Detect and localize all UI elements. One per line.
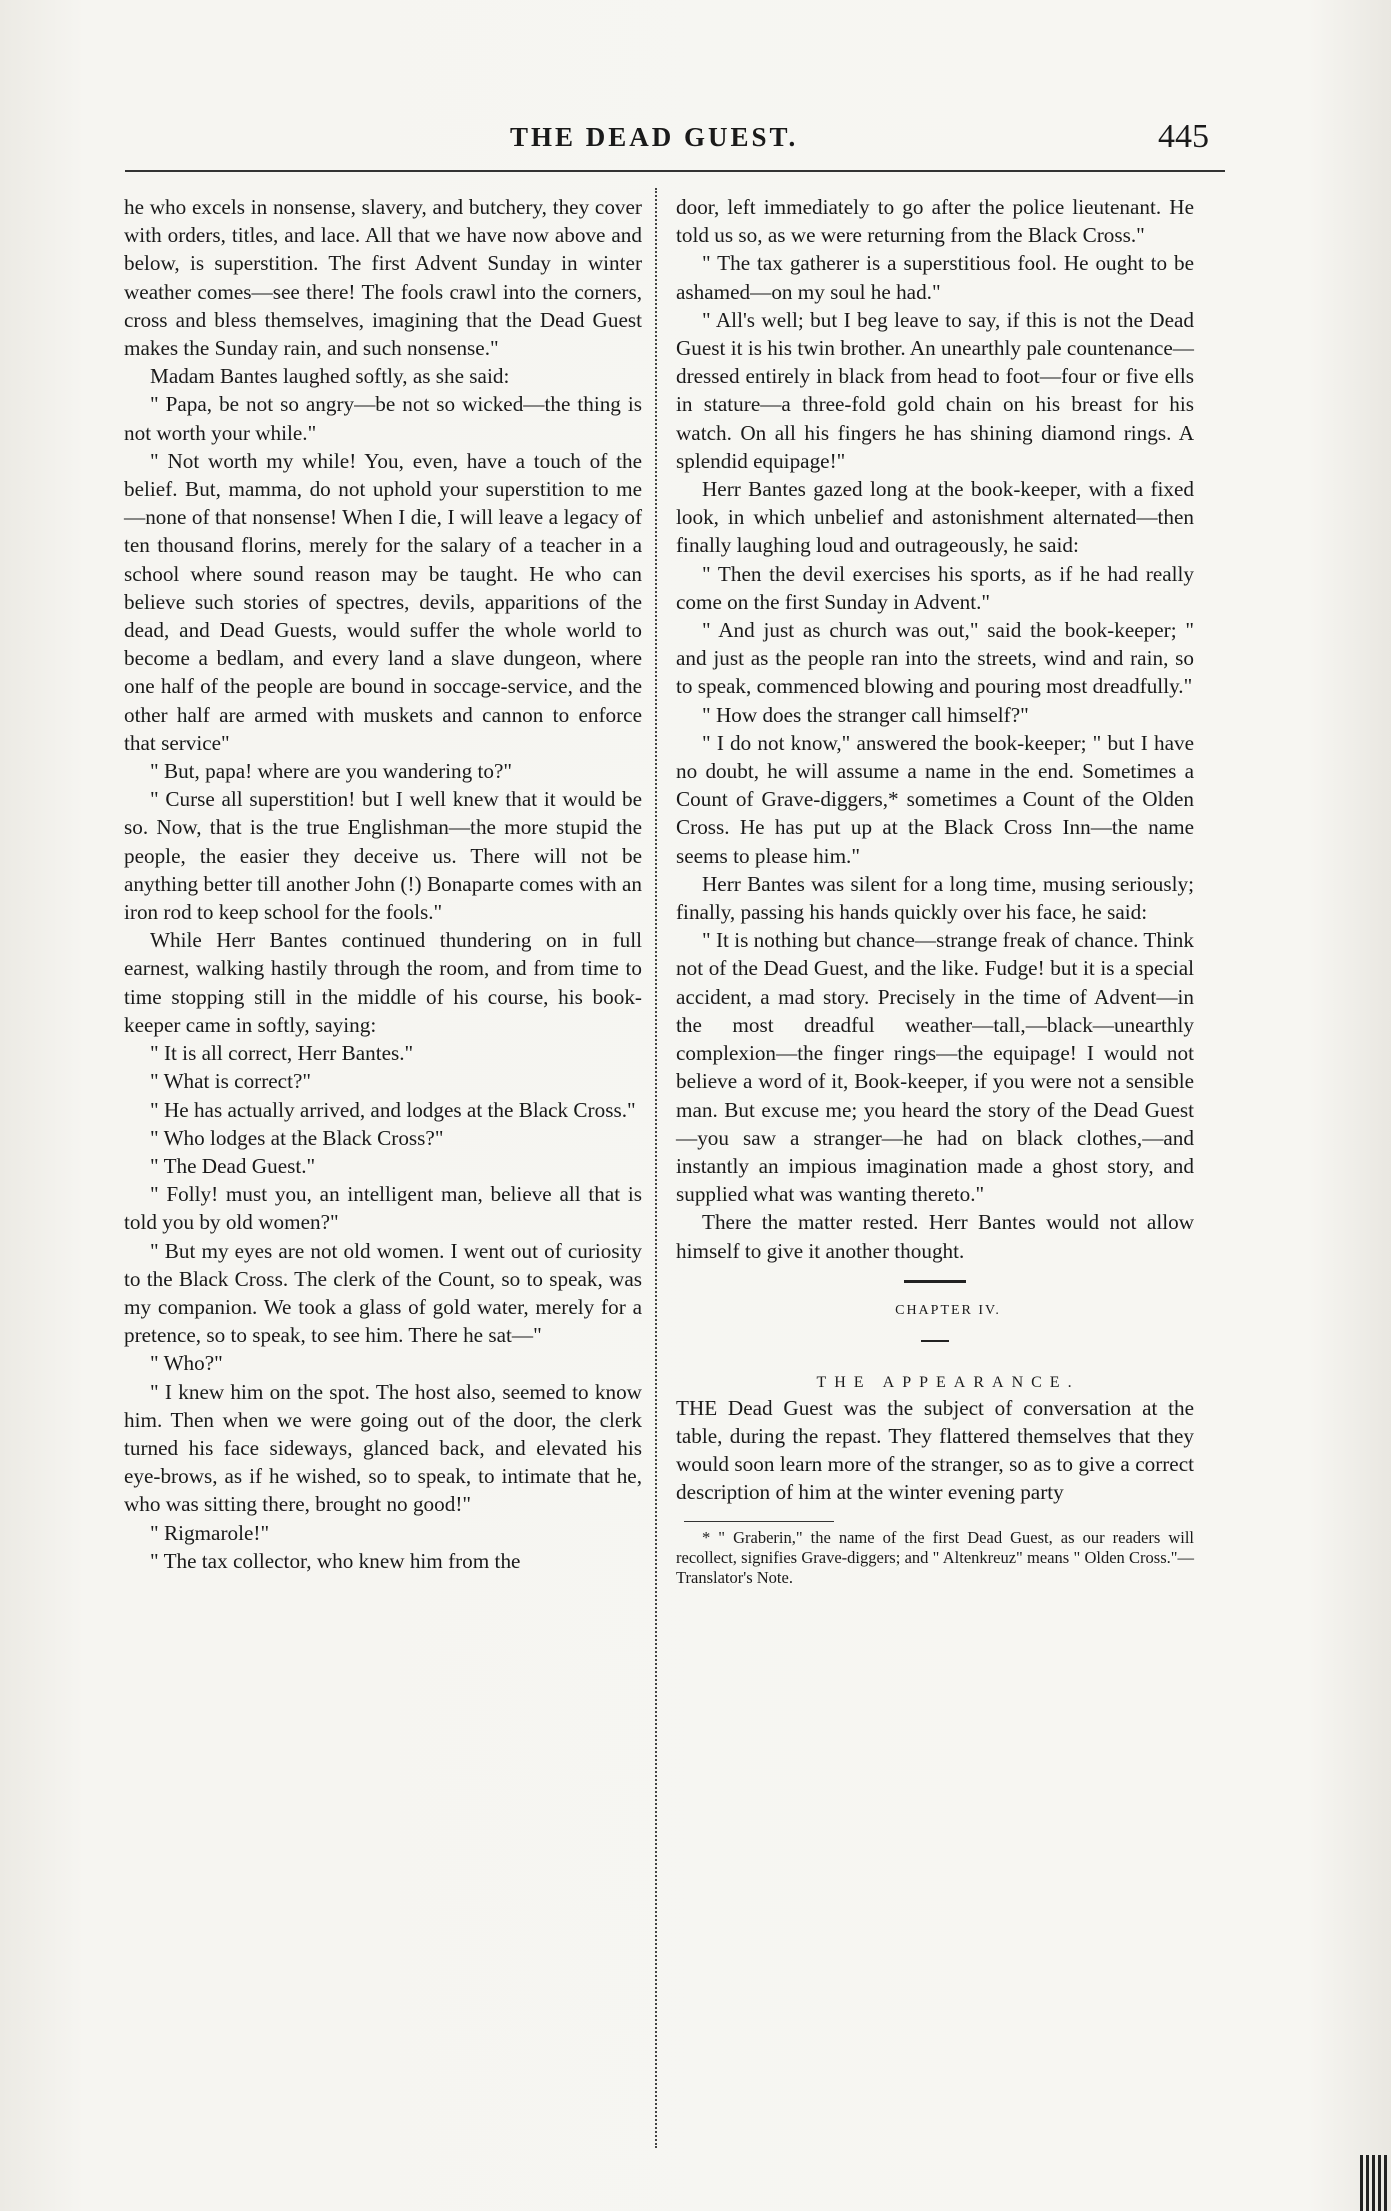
paragraph: " But my eyes are not old women. I went out of curiosity to the Black Cross. The clerk of the Count, so to speak, was my companion. We took a glass of gold water, merely for a pretence, so to speak, to see him. There he sat—": [124, 1238, 642, 1348]
paragraph: " The tax gatherer is a superstitious fool. He ought to be ashamed—on my soul he had.": [676, 251, 1194, 304]
paragraph: " And just as church was out," said the book-keeper; " and just as the people ran into the streets, wind and rain, so to speak, commenced blowing and pouring most dreadfully.": [676, 618, 1194, 699]
paragraph: " Not worth my while! You, even, have a touch of the belief. But, mamma, do not uphold your superstition to me—none of that nonsense! When I die, I will leave a legacy of ten thousand florins, merely for the salary of a teacher in a school where sound reason may be taught. He who can believe such stories of spectres, devils, apparitions of the dead, and Dead Guests, would suffer the whole world to become a bedlam, and every land a slave dungeon, where one half of the people are bound in soccage-service, and the other half are armed with muskets and cannon to enforce that service": [124, 448, 642, 755]
paragraph: There the matter rested. Herr Bantes would not allow himself to give it another thought.: [676, 1210, 1194, 1263]
page-header: [0, 118, 1391, 168]
paragraph: Madam Bantes laughed softly, as she said:: [150, 364, 510, 389]
footnote: * " Graberin," the name of the first Dead Guest, as our readers will recollect, signifies Grave-diggers; and " Altenkreuz" means " Olden Cross."—Translator's Note.: [676, 1527, 1194, 1587]
paragraph: " It is nothing but chance—strange freak of chance. Think not of the Dead Guest, and the like. Fudge! but it is a special accident, a mad story. Precisely in the time of Advent—in the most dreadful weather—tall,—black—unearthly complexion—the finger rings—the equipage! I would not believe a word of it, Book-keeper, if you were not a sensible man. But excuse me; you heard the story of the Dead Guest—you saw a stranger—he had on black clothes,—and instantly an impious imagination made a ghost story, and supplied what was wanting thereto.": [676, 928, 1194, 1207]
chapter-title: THE APPEARANCE.: [816, 1373, 1080, 1391]
paragraph: " I knew him on the spot. The host also, seemed to know him. Then when we were going out of the door, the clerk turned his face sideways, glanced back, and elevated his eye-brows, as if he wished, so to speak, to intimate that he, who was sitting there, brought no good!": [124, 1379, 642, 1517]
paragraph: While Herr Bantes continued thundering on in full earnest, walking hastily through the room, and from time to time stopping still in the middle of his course, his book-keeper came in softly, saying:: [124, 928, 642, 1037]
page-number: 445: [1158, 118, 1209, 155]
header-rule: [125, 170, 1225, 172]
right-column: [676, 193, 1194, 1588]
paragraph: " Who lodges at the Black Cross?": [150, 1125, 444, 1150]
paragraph: door, left immediately to go after the police lieutenant. He told us so, as we were returning from the Black Cross.": [676, 195, 1194, 248]
left-column: [124, 193, 642, 1575]
paragraph: " The tax collector, who knew him from the: [150, 1548, 521, 1573]
paragraph: " But, papa! where are you wandering to?": [150, 759, 513, 784]
paragraph: " He has actually arrived, and lodges at the Black Cross.": [150, 1097, 636, 1122]
section-separator: [904, 1280, 966, 1283]
footnote-rule: [684, 1521, 834, 1522]
page-edge-mark: [1360, 2155, 1388, 2211]
paragraph: " Papa, be not so angry—be not so wicked—the thing is not worth your while.": [124, 392, 642, 445]
chapter-separator: [921, 1340, 949, 1342]
paragraph: " Rigmarole!": [150, 1520, 270, 1545]
paragraph: " Curse all superstition! but I well knew that it would be so. Now, that is the true Englishman—the more stupid the people, the easier they deceive us. There will not be anything better till another John (!) Bonaparte comes with an iron rod to keep school for the fools.": [124, 787, 642, 925]
paragraph: " All's well; but I beg leave to say, if this is not the Dead Guest it is his twin brother. An unearthly pale countenance—dressed entirely in black from head to foot—four or five ells in stature—a three-fold gold chain on his breast for his watch. On all his fingers he has shining diamond rings. A splendid equipage!": [676, 307, 1194, 473]
paragraph: " I do not know," answered the book-keeper; " but I have no doubt, he will assume a name in the end. Sometimes a Count of Grave-diggers,* sometimes a Count of the Olden Cross. He has put up at the Black Cross Inn—the name seems to please him.": [676, 730, 1194, 868]
paragraph: " Folly! must you, an intelligent man, believe all that is told you by old women?": [124, 1182, 642, 1235]
chapter-heading: CHAPTER IV.: [895, 1302, 1001, 1318]
running-title: THE DEAD GUEST.: [510, 122, 799, 152]
paragraph: " What is correct?": [150, 1069, 312, 1094]
paragraph: " Then the devil exercises his sports, as if he had really come on the first Sunday in Advent.": [676, 561, 1194, 614]
column-divider: [655, 188, 657, 2148]
paragraph: " It is all correct, Herr Bantes.": [150, 1041, 414, 1066]
paragraph: he who excels in nonsense, slavery, and butchery, they cover with orders, titles, and lace. All that we have now above and below, is superstition. The first Advent Sunday in winter weather comes—see there! The fools crawl into the corners, cross and bless themselves, imagining that the Dead Guest makes the Sunday rain, and such nonsense.": [124, 195, 642, 361]
paragraph: Herr Bantes gazed long at the book-keeper, with a fixed look, in which unbelief and astonishment alternated—then finally laughing loud and outrageously, he said:: [676, 477, 1194, 558]
paragraph: Herr Bantes was silent for a long time, musing seriously; finally, passing his hands quickly over his face, he said:: [676, 871, 1194, 925]
paragraph: " Who?": [150, 1351, 223, 1376]
chapter-opening-paragraph: THE Dead Guest was the subject of conversation at the table, during the repast. They flattered themselves that they would soon learn more of the stranger, so as to give a correct description of him at the winter evening party: [676, 1395, 1194, 1505]
paragraph: " The Dead Guest.": [150, 1153, 316, 1178]
paragraph: " How does the stranger call himself?": [702, 702, 1029, 727]
